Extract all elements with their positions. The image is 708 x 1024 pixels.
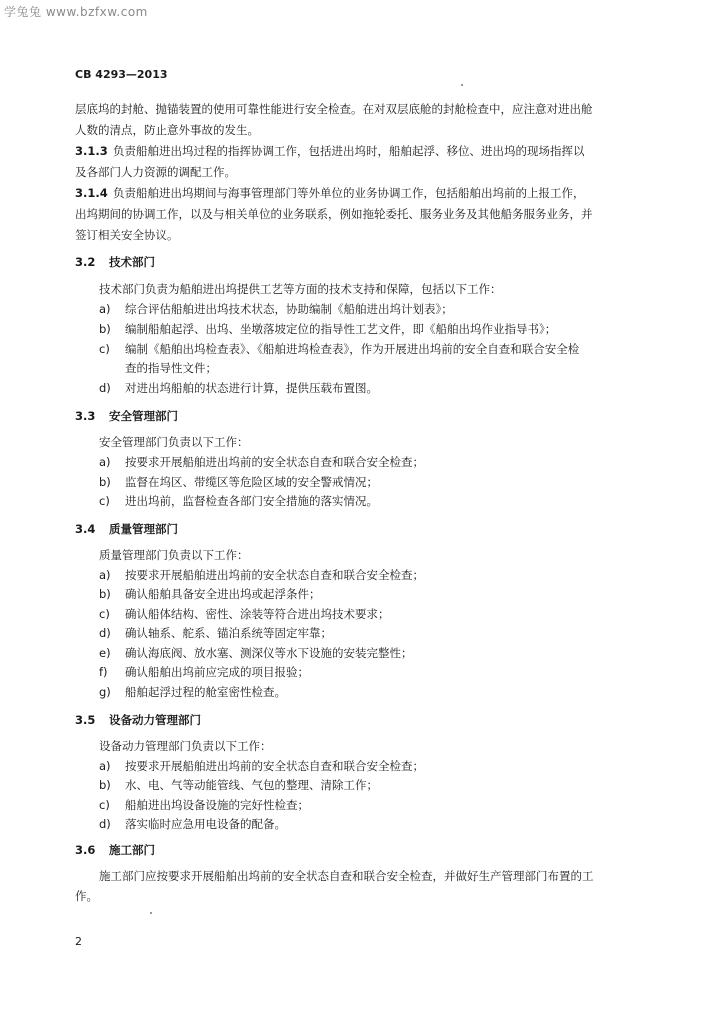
list-item: 船舶起浮过程的舱室密性检查。 [125,685,286,699]
section-title: 技术部门 [109,255,155,269]
paragraph-line: 人数的清点，防止意外事故的发生。 [75,123,259,137]
paragraph-line: 及各部门人力资源的调配工作。 [75,165,236,179]
list-marker: a) [99,568,111,582]
paragraph-line: 层底坞的封舱、抛锚装置的使用可靠性能进行安全检查。在对双层底舱的封舱检查中，应注意对进出舱 [75,102,593,116]
list-item: 确认海底阀、放水塞、测深仪等水下设施的安装完整性； [125,646,413,660]
list-item: 确认船舶具备安全进出坞或起浮条件； [125,587,321,601]
section-title: 设备动力管理部门 [109,713,201,727]
list-item: 按要求开展船舶进出坞前的安全状态自查和联合安全检查； [125,759,424,773]
list-item-cont: 查的指导性文件； [125,361,217,375]
scan-speck [461,84,463,86]
clause-3-1-3 [75,144,585,158]
list-marker: f) [99,665,108,679]
clause-text: 负责船舶进出坞期间与海事管理部门等外单位的业务协调工作，包括船舶出坞前的上报工作， [113,186,585,200]
list-item: 综合评估船舶进出坞技术状态，协助编制《船舶进出坞计划表》； [125,302,453,316]
list-marker: c) [99,798,110,812]
list-marker: d) [99,381,111,395]
section-intro: 质量管理部门负责以下工作： [99,548,249,562]
clause-number: 3.1.3 [75,144,108,158]
paragraph-line: 签订相关安全协议。 [75,228,179,242]
list-item: 编制《船舶出坞检查表》、《船舶进坞检查表》，作为开展进出坞前的安全自查和联合安全检 [125,342,580,356]
watermark: 学兔兔 www.bzfxw.com [4,5,148,19]
section-number: 3.3 [75,409,96,423]
page-number: 2 [75,935,82,948]
section-title: 质量管理部门 [109,522,178,536]
section-number: 3.4 [75,522,96,536]
list-marker: b) [99,475,111,489]
section-title: 安全管理部门 [109,409,178,423]
section-heading-3-4 [75,522,178,536]
list-marker: b) [99,322,111,336]
paragraph-line: 作。 [75,889,98,903]
list-item: 按要求开展船舶进出坞前的安全状态自查和联合安全检查； [125,568,424,582]
list-marker: a) [99,759,111,773]
list-marker: e) [99,646,111,660]
section-title: 施工部门 [109,843,155,857]
list-marker: c) [99,494,110,508]
list-marker: a) [99,302,111,316]
list-item: 编制船舶起浮、出坞、坐墩落坡定位的指导性工艺文件，即《船舶出坞作业指导书》； [125,322,557,336]
paragraph-line: 出坞期间的协调工作，以及与相关单位的业务联系，例如拖轮委托、服务业务及其他船务服务业务，并 [75,207,593,221]
list-item: 确认船体结构、密性、涂装等符合进出坞技术要求； [125,607,390,621]
section-heading-3-3 [75,409,178,423]
clause-3-1-4 [75,186,585,200]
section-heading-3-2 [75,255,155,269]
list-marker: d) [99,626,111,640]
list-item: 监督在坞区、带缆区等危险区域的安全警戒情况； [125,475,378,489]
section-number: 3.2 [75,255,96,269]
list-item: 对进出坞船舶的状态进行计算，提供压载布置图。 [125,381,378,395]
list-marker: b) [99,587,111,601]
list-marker: a) [99,455,111,469]
clause-text: 负责船舶进出坞过程的指挥协调工作，包括进出坞时，船舶起浮、移位、进出坞的现场指挥以 [113,144,585,158]
list-item: 水、电、气等动能管线、气包的整理、清除工作； [125,778,378,792]
list-marker: g) [99,685,111,699]
scan-speck [150,912,152,914]
clause-number: 3.1.4 [75,186,108,200]
list-item: 确认船舶出坞前应完成的项目报验； [125,665,309,679]
list-marker: d) [99,817,111,831]
list-item: 确认轴系、舵系、锚泊系统等固定牢靠； [125,626,332,640]
section-intro: 安全管理部门负责以下工作： [99,435,249,449]
paragraph-line: 施工部门应按要求开展船舶出坞前的安全状态自查和联合安全检查，并做好生产管理部门布置的工 [99,869,594,883]
list-marker: b) [99,778,111,792]
section-number: 3.6 [75,843,96,857]
section-heading-3-6 [75,843,155,857]
section-intro: 技术部门负责为船舶进出坞提供工艺等方面的技术支持和保障，包括以下工作： [99,282,502,296]
section-heading-3-5 [75,713,201,727]
list-item: 按要求开展船舶进出坞前的安全状态自查和联合安全检查； [125,455,424,469]
standard-code: CB 4293—2013 [75,68,168,81]
list-item: 落实临时应急用电设备的配备。 [125,817,286,831]
list-marker: c) [99,607,110,621]
list-marker: c) [99,342,110,356]
list-item: 船舶进出坞设备设施的完好性检查； [125,798,309,812]
list-item: 进出坞前，监督检查各部门安全措施的落实情况。 [125,494,378,508]
section-intro: 设备动力管理部门负责以下工作： [99,739,272,753]
section-number: 3.5 [75,713,96,727]
